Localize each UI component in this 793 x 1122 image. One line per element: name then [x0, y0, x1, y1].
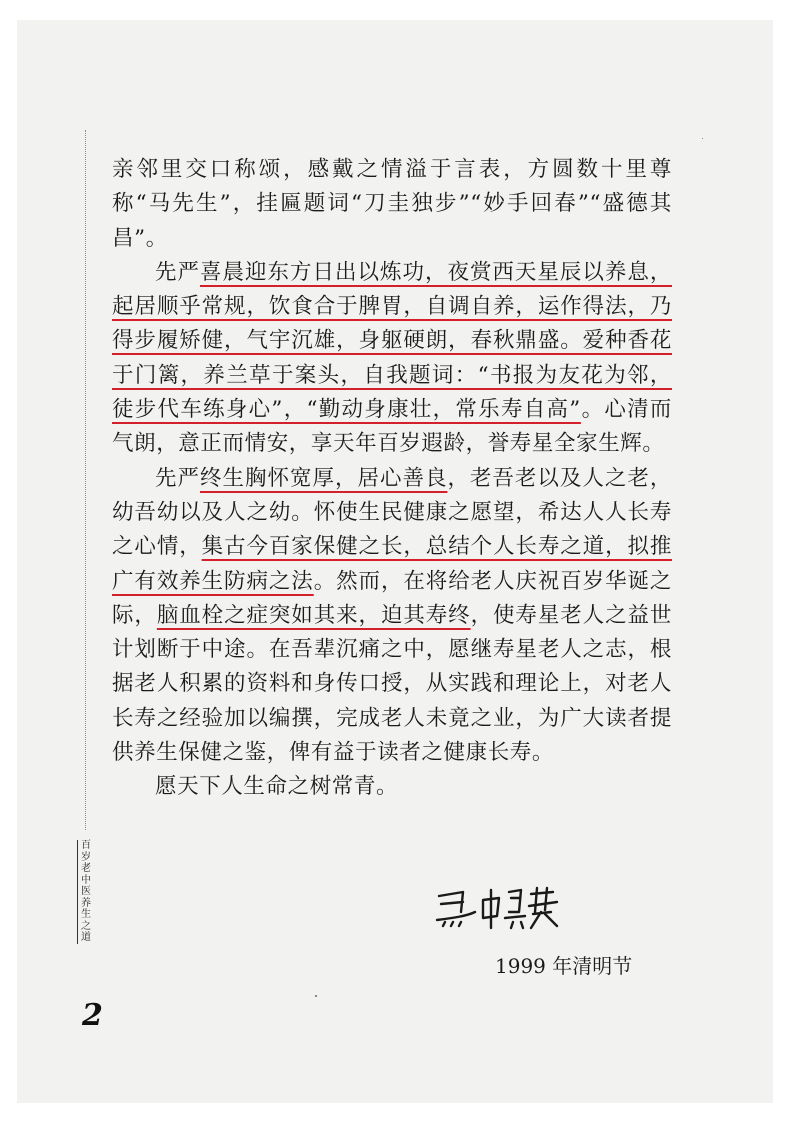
scan-speck — [702, 138, 703, 139]
paragraph-2: 先严喜晨迎东方日出以炼功，夜赏西天星辰以养息，起居顺乎常规，饮食合于脾胃，自调自养，运作得法，乃得步履矫健，气宇沉雄，身躯硬朗，春秋鼎盛。爱种香花于门篱，养兰草于案头，自我题词：“书报为友花为邻，徒步代车练身心”，“勤动身康壮，常乐寿自高”。心清而气朗，意正而情安，享天年百岁遐龄，誉寿星全家生辉。 — [112, 259, 672, 457]
margin-dotted-line — [85, 130, 86, 830]
running-title: 百岁老中医养生之道 — [77, 840, 97, 944]
signature-drawing — [433, 882, 573, 932]
underlined-text: 终生胸怀宽厚，居心善良 — [200, 465, 448, 491]
scan-speck — [315, 995, 317, 997]
date-line: 1999 年清明节 — [495, 954, 633, 978]
underlined-text: 喜晨迎东方日出以炼功，夜赏西天星辰以养息，起居顺乎常规，饮食合于脾胃，自调自养，运作得法，乃得步履矫健，气宇沉雄，身躯硬朗，春秋鼎盛。爱种香花于门篱，养兰草于案头，自我题词：“书报为友花为邻，徒步代车练身心”，“勤动身康壮，常乐寿自高” — [112, 259, 672, 423]
handwritten-signature — [433, 882, 573, 936]
page-number: 2 — [82, 998, 103, 1033]
paragraph-4: 愿天下人生命之树常青。 — [155, 774, 399, 800]
paragraph-1: 亲邻里交口称颂，感戴之情溢于言表，方圆数十里尊称“马先生”，挂匾题词“刀圭独步”“妙手回春”“盛德其昌”。 — [112, 157, 672, 251]
underlined-text: 集古今百家保健之长，总结个人长寿之道，拟推广有效养生防病之法 — [112, 534, 672, 594]
body-text — [112, 153, 672, 805]
underlined-text: 脑血栓之症突如其来，迫其寿终 — [156, 602, 471, 628]
paragraph-3: 先严终生胸怀宽厚，居心善良，老吾老以及人之老，幼吾幼以及人之幼。怀使生民健康之愿望，希达人人长寿之心情，集古今百家保健之长，总结个人长寿之道，拟推广有效养生防病之法。然而，在将给老人庆祝百岁华诞之际，脑血栓之症突如其来，迫其寿终，使寿星老人之益世计划断于中途。在吾辈沉痛之中，愿继寿星老人之志，根据老人积累的资料和身传口授，从实践和理论上，对老人长寿之经验加以编撰，完成老人未竟之业，为广大读者提供养生保健之鉴，俾有益于读者之健康长寿。 — [112, 465, 673, 766]
